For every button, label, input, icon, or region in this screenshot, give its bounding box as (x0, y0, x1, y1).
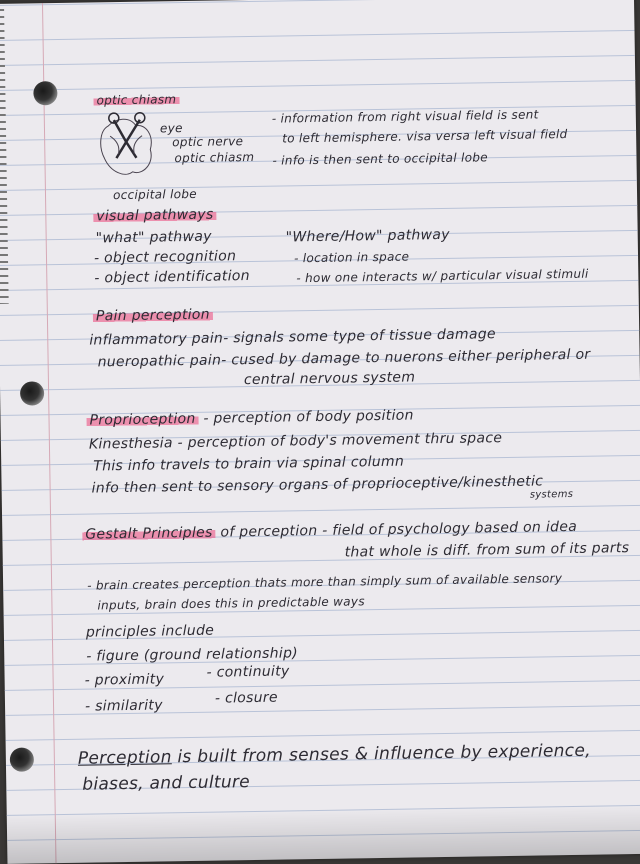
pain-perception-heading: Pain perception (93, 307, 213, 325)
proprioception-heading: Proprioception (86, 411, 198, 429)
pain-line-1: inflammatory pain- signals some type of tissue damage (89, 326, 497, 349)
what-pathway-title: "what" pathway (95, 228, 212, 247)
gestalt-item-proximity: - proximity (84, 671, 165, 689)
where-item-2: - how one interacts w/ particular visual stimuli (296, 266, 589, 286)
summary-text-1: is built from senses & influence by experience, (177, 740, 591, 768)
gestalt-line (82, 519, 577, 543)
where-item-1: - location in space (293, 249, 410, 266)
visual-pathways-heading: visual pathways (93, 207, 216, 225)
proprioception-line (86, 407, 413, 428)
summary-line-1 (78, 741, 591, 769)
gestalt-line-4: inputs, brain does this in predictable ways (97, 594, 365, 613)
what-item-1: - object recognition (93, 248, 237, 267)
punch-hole-bottom (10, 747, 34, 771)
gestalt-line-3: - brain creates perception thats more than simply sum of available sensory (87, 571, 563, 593)
eye-label: eye (159, 121, 183, 136)
gestalt-heading: Gestalt Principles (82, 525, 216, 543)
occipital-lobe-label: occipital lobe (112, 186, 198, 203)
gestalt-item-closure: - closure (214, 689, 278, 707)
proprio-line-5: systems (529, 488, 574, 501)
gestalt-line-2: that whole is diff. from sum of its parts (344, 540, 630, 561)
optic-chiasm-label: optic chiasm (174, 149, 255, 166)
gestalt-item-figure: - figure (ground relationship) (86, 645, 299, 665)
optic-nerve-label: optic nerve (172, 134, 244, 150)
gestalt-tail: of perception - field of psychology based on idea (220, 518, 578, 541)
kinesthesia-def: - perception of body's movement thru space (177, 430, 503, 452)
optic-note-3: - info is then sent to occipital lobe (272, 150, 488, 168)
perception-word: Perception (77, 747, 172, 769)
proprio-line-3: This info travels to brain via spinal column (93, 453, 405, 475)
optic-note-2: to left hemisphere. visa versa left visual field (282, 127, 568, 146)
margin-line (42, 3, 57, 863)
proprio-line-4: info then sent to sensory organs of proprioceptive/kinesthetic (91, 473, 544, 497)
what-item-2: - object identification (94, 268, 250, 287)
optic-chiasm-heading: optic chiasm (93, 91, 179, 108)
pain-line-2: nueropathic pain- cused by damage to nuerons either peripheral or (97, 346, 591, 371)
where-pathway-title: "Where/How" pathway (285, 226, 450, 246)
gestalt-item-similarity: - similarity (84, 697, 163, 715)
pain-line-3: central nervous system (243, 369, 416, 389)
brain-sketch-icon (96, 105, 157, 186)
page-shadow (7, 804, 640, 864)
spiral-binding (0, 4, 9, 304)
punch-hole-top (33, 81, 57, 105)
punch-hole-middle (20, 381, 44, 405)
optic-note-1: - information from right visual field is sent (271, 107, 539, 126)
kinesthesia-word: Kinesthesia (88, 435, 173, 453)
gestalt-item-continuity: - continuity (206, 663, 290, 681)
summary-line-2: biases, and culture (82, 772, 251, 795)
gestalt-line-5: principles include (85, 622, 215, 641)
kinesthesia-line (89, 430, 503, 452)
proprioception-def: - perception of body position (203, 407, 414, 427)
